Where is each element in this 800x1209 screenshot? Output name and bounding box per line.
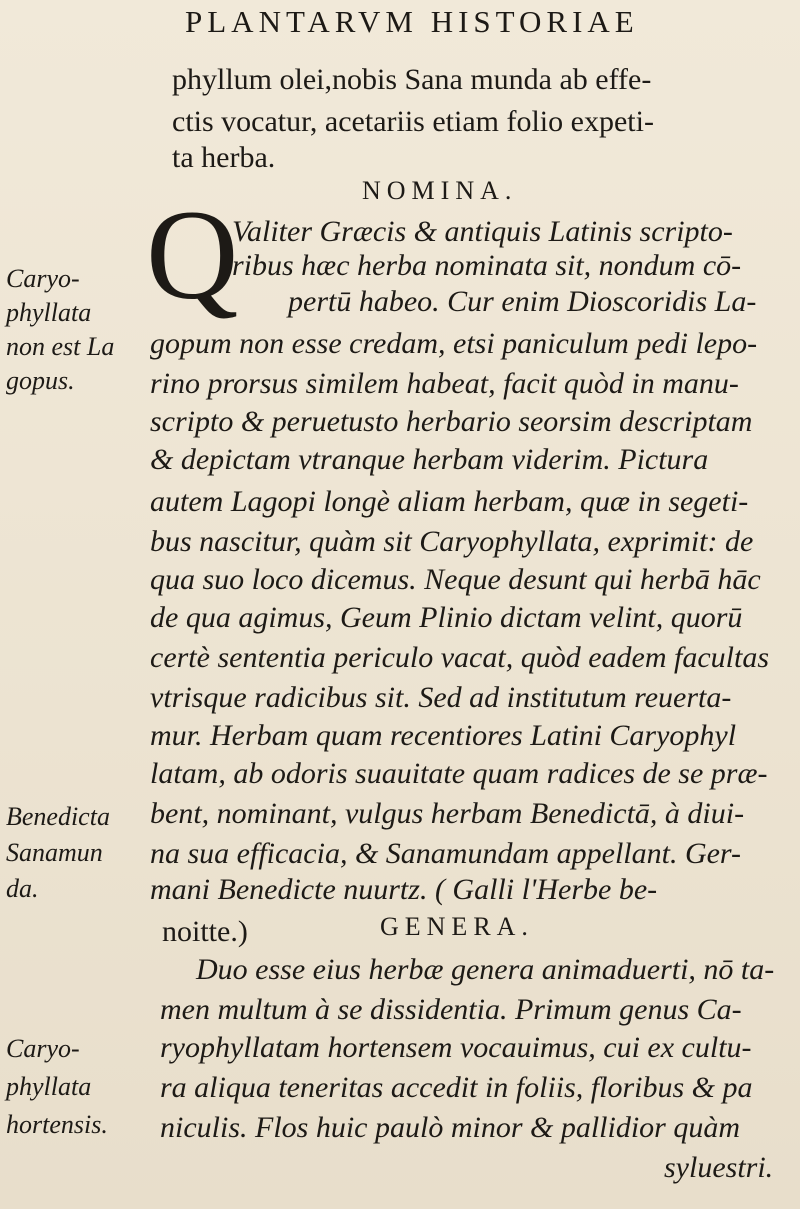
text-line: scripto & peruetusto herbario seorsim descriptam (150, 405, 753, 438)
text-line: noitte.) (162, 915, 248, 948)
margin-note: Caryo- (6, 1034, 80, 1063)
text-line: niculis. Flos huic paulò minor & pallidior quàm (160, 1111, 741, 1144)
margin-note: Sanamun (6, 838, 103, 867)
text-line: pertū habeo. Cur enim Dioscoridis La- (288, 285, 757, 318)
text-line: vtrisque radicibus sit. Sed ad institutum reuerta- (150, 681, 732, 714)
text-line: ribus hæc herba nominata sit, nondum cō- (232, 249, 742, 282)
text-line: ctis vocatur, acetariis etiam folio expeti- (172, 105, 654, 138)
text-line: qua suo loco dicemus. Neque desunt qui herbā hāc (150, 563, 761, 596)
text-line: bus nascitur, quàm sit Caryophyllata, exprimit: de (150, 525, 754, 558)
text-line: rino prorsus similem habeat, facit quòd in manu- (150, 367, 739, 400)
text-line: gopum non esse credam, etsi paniculum pedi lepo- (150, 327, 758, 360)
section-heading-nomina: NOMINA. (362, 176, 518, 205)
text-line: bent, nominant, vulgus herbam Benedictā, à diui- (150, 797, 745, 830)
text-line: mani Benedicte nuurtz. ( Galli l'Herbe be- (150, 873, 658, 906)
text-line: ra aliqua teneritas accedit in foliis, floribus & pa (160, 1071, 753, 1104)
text-line: Duo esse eius herbæ genera animaduerti, nō ta- (196, 953, 775, 986)
drop-cap-initial: Q (146, 184, 239, 326)
text-line: phyllum olei,nobis Sana munda ab effe- (172, 63, 652, 96)
text-line: latam, ab odoris suauitate quam radices de se præ- (150, 757, 768, 790)
margin-note: non est La (6, 332, 115, 361)
text-line: & depictam vtranque herbam viderim. Pictura (150, 443, 709, 476)
margin-note: da. (6, 874, 39, 903)
margin-note: Caryo- (6, 264, 80, 293)
text-line: na sua efficacia, & Sanamundam appellant. Ger- (150, 837, 741, 870)
running-head: PLANTARVM HISTORIAE (185, 4, 639, 39)
margin-note: phyllata (6, 1072, 92, 1101)
text-line: men multum à se dissidentia. Primum genus Ca- (160, 993, 742, 1026)
text-line: mur. Herbam quam recentiores Latini Caryophyl (150, 719, 737, 752)
text-line: autem Lagopi longè aliam herbam, quæ in segeti- (150, 485, 749, 518)
section-heading-genera: GENERA. (380, 912, 534, 941)
text-line: de qua agimus, Geum Plinio dictam velint, quorū (150, 601, 743, 634)
margin-note: phyllata (6, 298, 92, 327)
text-line: certè sententia periculo vacat, quòd eadem facultas (150, 641, 769, 674)
margin-note: hortensis. (6, 1110, 108, 1139)
text-line: Valiter Græcis & antiquis Latinis scripto- (232, 215, 733, 248)
text-line: ta herba. (172, 141, 276, 174)
margin-note: gopus. (6, 366, 75, 395)
text-line: syluestri. (664, 1151, 774, 1184)
margin-note: Benedicta (6, 802, 110, 831)
text-line: ryophyllatam hortensem vocauimus, cui ex cultu- (160, 1031, 752, 1064)
